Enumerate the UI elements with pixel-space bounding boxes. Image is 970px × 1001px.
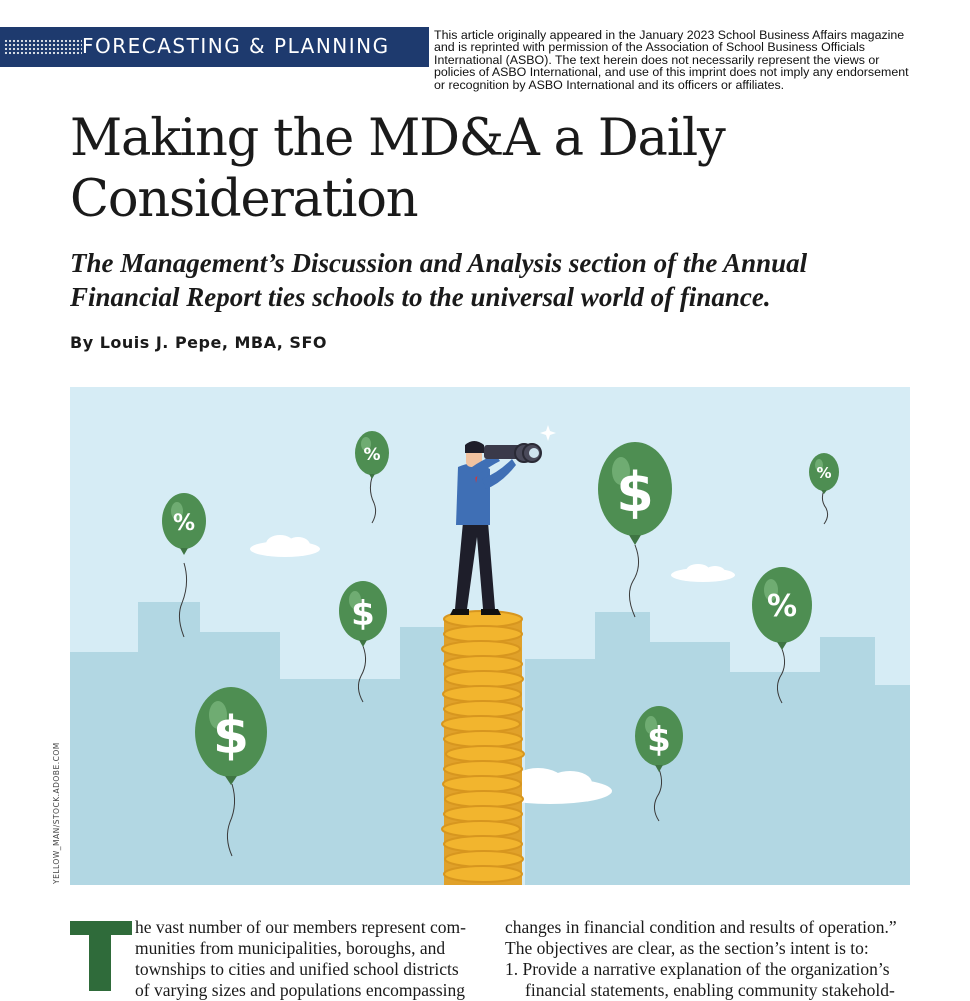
dot-pattern	[4, 39, 82, 55]
body-column-right	[505, 917, 915, 1001]
svg-text:%: %	[766, 589, 798, 624]
subtitle-line: The Management’s Discussion and Analysis section of the Annual	[70, 248, 808, 278]
reprint-notice	[434, 29, 964, 91]
title-line: Making the MD&A a Daily	[70, 109, 725, 168]
body-line: townships to cities and unified school districts	[135, 959, 459, 979]
svg-text:$: $	[351, 594, 375, 634]
body-line: munities from municipalities, boroughs, and	[135, 938, 446, 958]
article-title	[70, 108, 930, 230]
list-item	[505, 959, 915, 980]
body-line: of varying sizes and populations encompassing	[135, 980, 466, 1000]
svg-text:$: $	[616, 461, 654, 524]
notice-line: or recognition by ASBO International and its officers or affiliates.	[434, 77, 785, 92]
byline: By Louis J. Pepe, MBA, SFO	[70, 333, 327, 352]
svg-text:%: %	[363, 445, 381, 465]
notice-line: and is reprinted with permission of the Association of School Business Officials	[434, 40, 865, 55]
title-line: Consideration	[70, 170, 418, 229]
list-line: financial statements, enabling community stakehold-	[525, 980, 895, 1000]
subtitle-line: Financial Report ties schools to the universal world of finance.	[70, 282, 771, 312]
section-label: FORECASTING & PLANNING	[82, 34, 390, 58]
body-line: changes in financial condition and results of operation.”	[505, 917, 897, 937]
image-credit: YELLOW_MAN/STOCK.ADOBE.COM	[52, 742, 61, 884]
list-line: Provide a narrative explanation of the organization’s	[522, 959, 890, 979]
body-line: he vast number of our members represent com-	[135, 917, 466, 937]
coin-stack-icon	[442, 611, 524, 885]
svg-text:$: $	[647, 720, 671, 760]
notice-line: policies of ASBO International, and use of this imprint does not imply any endorsement	[434, 65, 909, 80]
hero-illustration	[70, 387, 910, 885]
notice-line: This article originally appeared in the January 2023 School Business Affairs magazine	[434, 28, 905, 42]
list-number: 1.	[505, 959, 519, 979]
section-banner	[0, 27, 429, 67]
svg-text:%: %	[172, 511, 196, 536]
svg-text:$: $	[212, 706, 250, 766]
article-subtitle	[70, 246, 870, 314]
body-line: The objectives are clear, as the section’s intent is to:	[505, 938, 869, 958]
drop-cap-stem	[89, 921, 111, 991]
notice-line: International (ASBO). The text herein does not necessarily represent the views or	[434, 52, 880, 67]
body-column-left	[135, 917, 475, 1001]
svg-text:%: %	[816, 464, 832, 482]
